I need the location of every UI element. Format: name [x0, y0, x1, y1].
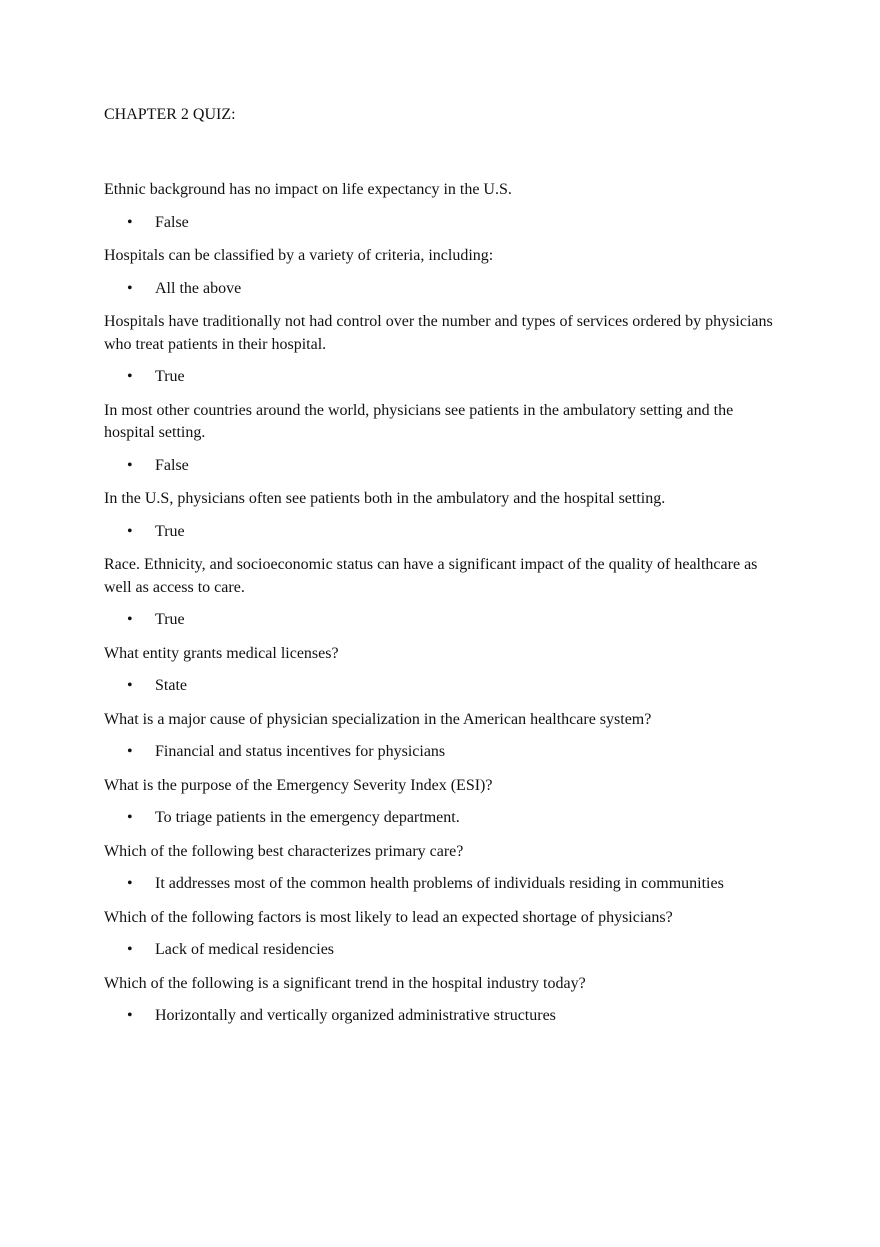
quiz-answer: [104, 675, 784, 698]
quiz-answer: [104, 873, 784, 896]
quiz-item-6: [104, 554, 784, 632]
quiz-answer-text: Lack of medical residencies: [155, 941, 335, 958]
quiz-answer-text: True: [155, 611, 185, 628]
document-content: [104, 104, 784, 1039]
quiz-answer: [104, 1005, 784, 1028]
quiz-question: Hospitals can be classified by a variety of criteria, including:: [104, 247, 494, 264]
quiz-answer-text: Financial and status incentives for physicians: [155, 743, 446, 760]
bullet-icon: •: [127, 1007, 133, 1024]
quiz-item-5: [104, 488, 784, 543]
quiz-question: Which of the following is a significant trend in the hospital industry today?: [104, 974, 586, 992]
quiz-question: Which of the following best characterizes primary care?: [104, 842, 464, 860]
quiz-answer-text: False: [155, 456, 189, 474]
quiz-item-4: [104, 400, 784, 478]
quiz-item-7: [104, 643, 784, 698]
bullet-icon: •: [127, 677, 133, 694]
quiz-answer: [104, 521, 784, 544]
quiz-question: What is a major cause of physician specialization in the American healthcare system?: [104, 710, 652, 728]
quiz-item-1: [104, 179, 784, 234]
quiz-answer-text: To triage patients in the emergency department.: [155, 809, 460, 826]
bullet-icon: •: [127, 941, 133, 958]
quiz-question: Race. Ethnicity, and socioeconomic status can have a significant impact of the quality of healthcare as well as access to care.: [104, 556, 758, 596]
quiz-question: What is the purpose of the Emergency Severity Index (ESI)?: [104, 776, 493, 794]
bullet-icon: •: [127, 456, 133, 474]
quiz-question: What entity grants medical licenses?: [104, 644, 339, 662]
quiz-question: Ethnic background has no impact on life expectancy in the U.S.: [104, 181, 512, 198]
quiz-item-2: [104, 245, 784, 300]
bullet-icon: •: [127, 279, 133, 297]
quiz-item-10: [104, 841, 784, 896]
quiz-answer: [104, 278, 784, 301]
quiz-answer: [104, 366, 784, 389]
quiz-question: In most other countries around the world, physicians see patients in the ambulatory setting and the hospital setting.: [104, 401, 734, 441]
quiz-answer-text: True: [155, 522, 185, 540]
quiz-item-3: [104, 311, 784, 389]
bullet-icon: •: [127, 611, 133, 628]
quiz-answer-text: All the above: [155, 279, 242, 297]
quiz-answer: [104, 212, 784, 235]
bullet-icon: •: [127, 213, 133, 231]
quiz-answer-text: State: [155, 677, 187, 694]
bullet-icon: •: [127, 522, 133, 540]
quiz-item-11: [104, 907, 784, 962]
quiz-answer: [104, 939, 784, 962]
quiz-answer-text: Horizontally and vertically organized administrative structures: [155, 1007, 556, 1024]
page-title: CHAPTER 2 QUIZ:: [104, 106, 236, 123]
quiz-question: In the U.S, physicians often see patients both in the ambulatory and the hospital setting.: [104, 490, 666, 507]
quiz-answer: [104, 609, 784, 632]
quiz-item-12: [104, 973, 784, 1028]
quiz-question: Hospitals have traditionally not had control over the number and types of services ordered by physicians who treat patients in their hospital.: [104, 313, 773, 353]
bullet-icon: •: [127, 809, 133, 826]
quiz-answer-text: It addresses most of the common health problems of individuals residing in communities: [155, 875, 724, 892]
bullet-icon: •: [127, 368, 133, 385]
quiz-answer: [104, 741, 784, 764]
quiz-item-8: [104, 709, 784, 764]
bullet-icon: •: [127, 875, 133, 892]
quiz-item-9: [104, 775, 784, 830]
quiz-answer: [104, 455, 784, 478]
quiz-answer-text: False: [155, 213, 189, 231]
quiz-answer: [104, 807, 784, 830]
quiz-question: Which of the following factors is most likely to lead an expected shortage of physicians?: [104, 908, 673, 926]
bullet-icon: •: [127, 743, 133, 760]
quiz-answer-text: True: [155, 368, 185, 385]
